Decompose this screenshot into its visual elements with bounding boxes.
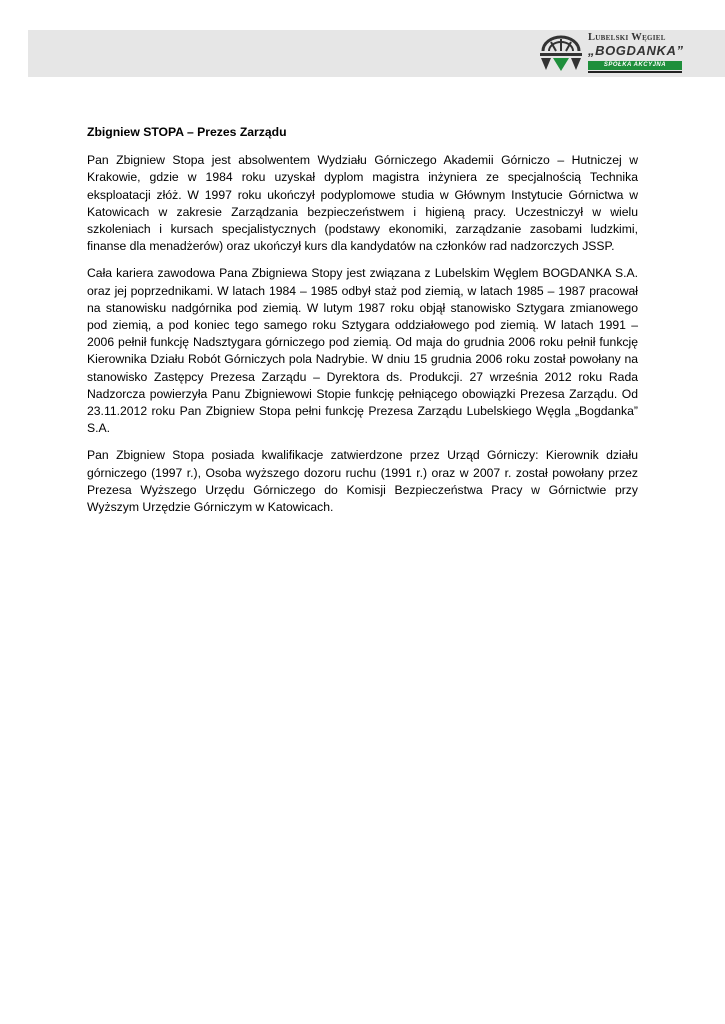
logo-brand-name: „BOGDANKA” xyxy=(588,43,684,58)
paragraph-education: Pan Zbigniew Stopa jest absolwentem Wydziału Górniczego Akademii Górniczo – Hutniczej w Krakowie, gdzie w 1984 roku uzyskał dyplom magistra inżyniera ze specjalnością Technika eksploatacji złóż. W 1997 roku ukończył podyplomowe studia w Głównym Instytucie Górnictwa w Katowicach w zakresie Zarządzania bezpieczeństwem i higieną pracy. Uczestniczył w wielu szkoleniach i kursach specjalistycznych (podstawy ekonomiki, zarządzanie zasobami ludzkimi, finanse dla menadżerów) oraz ukończył kurs dla kandydatów na członków rad nadzorczych JSSP. xyxy=(87,153,638,254)
logo-stripe xyxy=(588,71,682,73)
logo-legal-form: SPÓŁKA AKCYJNA xyxy=(603,62,667,68)
company-logo xyxy=(537,31,687,75)
paragraph-qualifications: Pan Zbigniew Stopa posiada kwalifikacje zatwierdzone przez Urząd Górniczy: Kierownik działu górniczego (1997 r.), Osoba wyższego dozoru ruchu (1991 r.) oraz w 2007 r. został powołany przez Prezesa Wyższego Urzędu Górniczego do Komisji Bezpieczeństwa Pracy w Górnictwie przy Wyższym Urzędzie Górniczym w Katowicach. xyxy=(87,448,638,515)
logo-green-bar xyxy=(588,61,682,70)
paragraph-career: Cała kariera zawodowa Pana Zbigniewa Stopy jest związana z Lubelskim Węglem BOGDANKA S.A. oraz jej poprzednikami. W latach 1984 – 1985 odbył staż pod ziemią, w latach 1985 – 1987 pracował na stanowisku nadgórnika pod ziemią. W lutym 1987 roku objął stanowisko Sztygara zmianowego pod ziemią, a pod koniec tego samego roku Sztygara oddziałowego pod ziemią. W latach 1991 – 2006 pełnił funkcję Nadsztygara górniczego pod ziemią. Od maja do grudnia 2006 roku pełnił funkcję Kierownika Działu Robót Górniczych pola Nadrybie. W dniu 15 grudnia 2006 roku został powołany na stanowisko Zastępcy Prezesa Zarządu – Dyrektora ds. Produkcji. 27 września 2012 roku Rada Nadzorcza powierzyła Panu Zbigniewowi Stopie funkcję pełniącego obowiązki Prezesa Zarządu. Od 23.11.2012 roku Pan Zbigniew Stopa pełni funkcję Prezesa Zarządu Lubelskiego Węgla „Bogdanka” S.A. xyxy=(87,266,638,436)
document-body xyxy=(87,124,638,526)
document-title: Zbigniew STOPA – Prezes Zarządu xyxy=(87,125,287,139)
mining-wheel-icon xyxy=(537,33,585,73)
logo-company-name: Lubelski Węgiel xyxy=(588,32,666,43)
